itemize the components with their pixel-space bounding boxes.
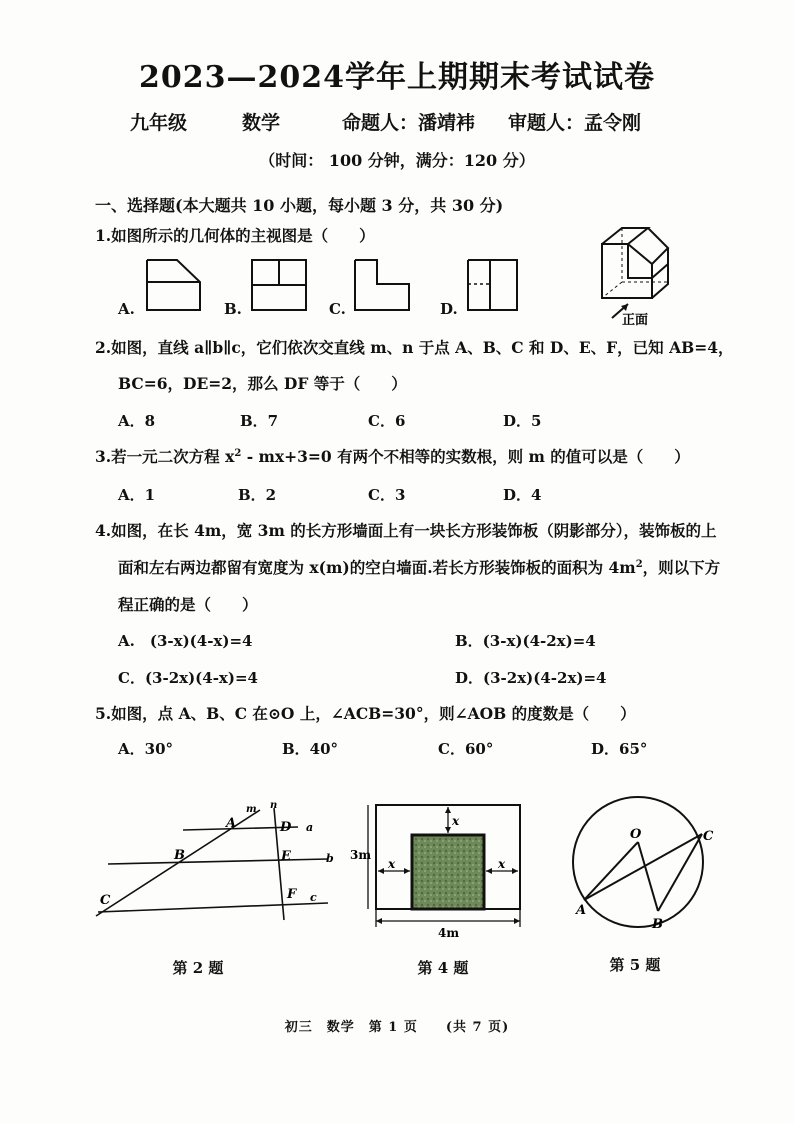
q5-option-d: D．65° [591, 740, 648, 758]
fig2-caption: 第 2 题 [172, 959, 224, 977]
q2-stem-line2: BC=6，DE=2，那么 DF 等于（ ） [118, 374, 407, 393]
q5-option-b: B．40° [282, 740, 339, 758]
q3-option-c: C．3 [368, 486, 406, 504]
fig2-label-e-point: E [281, 849, 291, 864]
fig5-caption: 第 5 题 [609, 956, 661, 974]
q4-stem-line2: 面和左右两边都留有宽度为 x(m)的空白墙面.若长方形装饰板的面积为 $4m^2$，则以下方 [118, 558, 721, 577]
q1-stem: 1.如图所示的几何体的主视图是（ ） [95, 226, 375, 245]
fig2-label-c-line: c [310, 891, 317, 904]
fig4-label-height: 3m [350, 848, 372, 862]
q2-option-c: C．6 [368, 412, 406, 430]
q4-option-a: A. (3-x)(4-x)=4 [118, 632, 253, 650]
q1-option-a: A. [118, 300, 135, 318]
fig2-label-a-line: a [306, 821, 314, 834]
fig2-label-d-point: D [280, 820, 292, 835]
q1-option-d: D. [440, 300, 458, 318]
fig2-label-c-point: C [100, 893, 111, 908]
grade-label: 九年级 [130, 112, 188, 134]
fig4-label-x-left: x [388, 857, 396, 871]
reviewer-label: 审题人：孟令刚 [508, 112, 642, 134]
q5-stem: 5.如图，点 A、B、C 在⊙O 上，∠ACB=30°，则∠AOB 的度数是（ ） [95, 704, 636, 723]
fig2-label-f-point: F [287, 887, 297, 902]
section-heading: 一、选择题(本大题共 10 小题，每小题 3 分，共 30 分) [95, 196, 504, 215]
fig2-label-n-line: n [270, 800, 278, 811]
q3-option-b: B．2 [238, 486, 277, 504]
fig2-label-a-point: A [226, 816, 237, 831]
fig2-label-b-point: B [174, 848, 185, 863]
fig2-parallel-lines [88, 800, 348, 930]
q2-option-d: D．5 [503, 412, 542, 430]
fig5-label-b: B [652, 917, 663, 932]
q1-option-c: C. [329, 300, 346, 318]
q5-option-a: A．30° [118, 740, 174, 758]
q1-option-c-figure [355, 260, 409, 310]
fig5-label-a: A [576, 903, 587, 918]
q1-front-label: 正面 [622, 313, 649, 328]
fig2-label-b-line: b [326, 852, 334, 865]
fig5-label-o: O [630, 827, 642, 842]
q2-option-a: A．8 [118, 412, 156, 430]
q1-option-a-figure [147, 260, 200, 310]
page-footer: 初三 数学 第 1 页 (共 7 页) [284, 1020, 510, 1035]
fig4-label-x-right: x [498, 857, 506, 871]
q3-option-d: D．4 [503, 486, 542, 504]
q1-option-b: B. [224, 300, 242, 318]
q2-stem-line1: 2.如图，直线 a∥b∥c，它们依次交直线 m、n 于点 A、B、C 和 D、E、F，已知 AB=4， [95, 338, 734, 357]
fig4-label-width: 4m [438, 926, 460, 940]
fig4-caption: 第 4 题 [417, 959, 469, 977]
q4-option-b: B．(3-x)(4-2x)=4 [455, 632, 596, 650]
author-label: 命题人：潘靖袆 [342, 112, 476, 134]
fig5-circle-diagram [560, 790, 730, 940]
q3-stem: 3.若一元二次方程 $x^2 - mx+3=0$ 有两个不相等的实数根，则 m 的值可以是（ ） [95, 447, 690, 466]
q4-stem-line1: 4.如图，在长 4m，宽 3m 的长方形墙面上有一块长方形装饰板（阴影部分），装饰板的上 [95, 521, 717, 540]
q1-option-d-figure [468, 260, 517, 310]
subject-label: 数学 [242, 112, 281, 134]
q1-solid-figure [590, 218, 710, 328]
fig4-wall-diagram [348, 795, 538, 945]
fig2-label-m-line: m [246, 804, 257, 815]
q1-option-b-figure [252, 260, 306, 310]
q4-option-d: D．(3-2x)(4-2x)=4 [455, 669, 607, 687]
fig4-decor-panel [412, 835, 484, 909]
q2-option-b: B．7 [240, 412, 279, 430]
q3-option-a: A．1 [118, 486, 156, 504]
q5-option-c: C．60° [438, 740, 494, 758]
q4-option-c: C．(3-2x)(4-x)=4 [118, 669, 258, 687]
time-info: （时间： 100 分钟，满分：120 分） [259, 151, 535, 170]
fig4-label-x-top: x [452, 814, 460, 828]
q4-stem-line3: 程正确的是（ ） [118, 595, 258, 614]
fig5-label-c: C [703, 829, 714, 844]
exam-title: 2023—2024学年上期期末考试试卷 [139, 60, 655, 95]
